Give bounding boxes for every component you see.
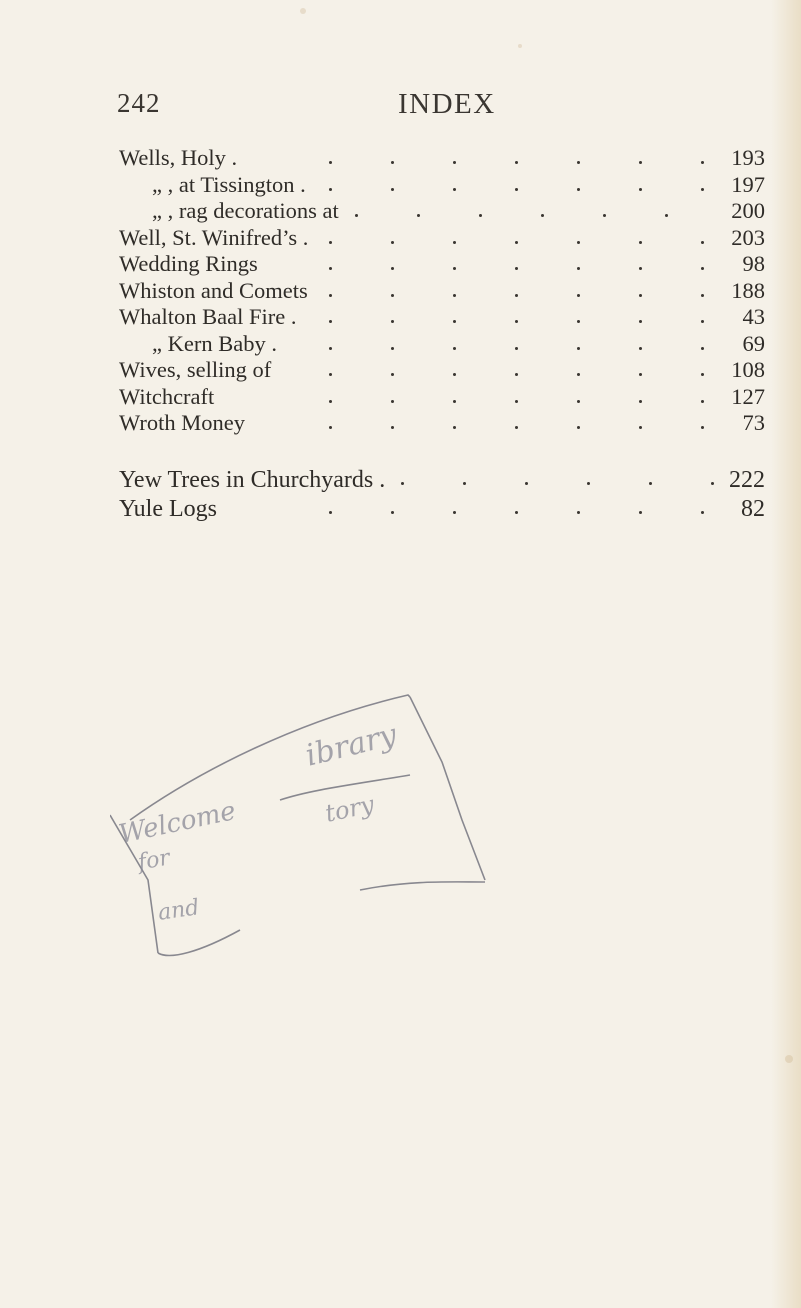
index-page-number: 193 <box>731 145 765 170</box>
leader-dot <box>391 373 394 376</box>
leader-dot <box>577 320 580 323</box>
leader-dot <box>639 241 642 244</box>
stamp-fragment: Welcome <box>116 796 239 850</box>
leader-dot <box>453 241 456 244</box>
leader-dot <box>329 400 332 403</box>
index-entry <box>119 410 765 437</box>
index-entry <box>119 251 765 278</box>
leader-dot <box>577 347 580 350</box>
index-page-number: 43 <box>742 304 765 329</box>
leader-dot <box>453 294 456 297</box>
leader-dot <box>515 267 518 270</box>
index-entry <box>119 384 765 411</box>
stamp-fragment: for <box>136 845 172 876</box>
index-term: „ , at Tissington . <box>152 171 306 197</box>
leader-dot <box>639 373 642 376</box>
index-term: Wroth Money <box>119 410 245 435</box>
leader-dot <box>649 482 652 485</box>
index-entry <box>119 278 765 305</box>
foxing-spot <box>518 44 522 48</box>
leader-dot <box>329 426 332 429</box>
leader-dot <box>587 482 590 485</box>
leader-dot <box>701 267 704 270</box>
leader-dot <box>479 214 482 217</box>
leader-dot <box>639 426 642 429</box>
leader-dot <box>453 320 456 323</box>
leader-dot <box>329 241 332 244</box>
index-entry <box>119 172 765 199</box>
leader-dot <box>701 426 704 429</box>
index-entry <box>119 331 765 358</box>
library-stamp <box>110 690 510 1010</box>
page-edge-shading <box>771 0 801 1308</box>
leader-dot <box>329 188 332 191</box>
index-term: Wedding Rings <box>119 251 258 276</box>
leader-dot <box>453 188 456 191</box>
index-term: Well, St. Winifred’s . <box>119 224 309 250</box>
index-term: Yule Logs <box>119 495 217 522</box>
leader-dot <box>603 214 606 217</box>
leader-dot <box>515 188 518 191</box>
index-page-number: 73 <box>742 410 765 435</box>
leader-dot <box>639 188 642 191</box>
leader-dot <box>525 482 528 485</box>
leader-dot <box>329 294 332 297</box>
leader-dot <box>515 320 518 323</box>
leader-dot <box>391 347 394 350</box>
leader-dot <box>515 511 518 514</box>
leader-dot <box>453 161 456 164</box>
leader-dot <box>453 426 456 429</box>
index-page-number: 188 <box>731 277 765 303</box>
index-page-number: 82 <box>741 495 765 522</box>
leader-dot <box>515 373 518 376</box>
leader-dot <box>701 188 704 191</box>
index-term: Witchcraft <box>119 383 215 409</box>
index-entry <box>119 304 765 331</box>
leader-dot <box>639 161 642 164</box>
leader-dot <box>453 373 456 376</box>
leader-dot <box>665 214 668 217</box>
leader-dot <box>577 241 580 244</box>
leader-dot <box>639 511 642 514</box>
index-term: „ Kern Baby . <box>152 330 277 356</box>
leader-dot <box>417 214 420 217</box>
leader-dot <box>391 511 394 514</box>
running-head: INDEX <box>398 88 496 120</box>
index-entry <box>119 495 765 524</box>
leader-dot <box>639 347 642 350</box>
leader-dot <box>577 161 580 164</box>
leader-dot <box>329 267 332 270</box>
leader-dot <box>639 320 642 323</box>
index-page-number: 108 <box>731 357 765 382</box>
index-term: Yew Trees in Churchyards . <box>119 466 386 493</box>
leader-dot <box>329 373 332 376</box>
leader-dot <box>453 347 456 350</box>
leader-dot <box>577 511 580 514</box>
leader-dot <box>329 347 332 350</box>
leader-dot <box>391 267 394 270</box>
leader-dot <box>701 161 704 164</box>
page-number: 242 <box>117 88 161 118</box>
leader-dot <box>391 320 394 323</box>
leader-dot <box>701 511 704 514</box>
index-page-number: 222 <box>729 466 765 493</box>
leader-dot <box>577 267 580 270</box>
index-term: „ , rag decorations at <box>152 198 339 223</box>
leader-dot <box>639 400 642 403</box>
index-term: Whalton Baal Fire . <box>119 304 297 329</box>
leader-dot <box>701 294 704 297</box>
leader-dot <box>391 426 394 429</box>
leader-dot <box>391 294 394 297</box>
leader-dot <box>639 294 642 297</box>
index-page-number: 98 <box>742 251 765 276</box>
leader-dot <box>515 294 518 297</box>
index-page-number: 127 <box>731 383 765 409</box>
leader-dot <box>541 214 544 217</box>
leader-dot <box>329 320 332 323</box>
leader-dot <box>577 400 580 403</box>
leader-dot <box>391 161 394 164</box>
page-header <box>0 88 801 128</box>
leader-dot <box>391 188 394 191</box>
index-entry <box>119 466 765 495</box>
foxing-spot <box>300 8 306 14</box>
leader-dot <box>515 241 518 244</box>
stamp-fragment: and <box>156 895 201 926</box>
leader-dot <box>577 294 580 297</box>
index-page-number: 197 <box>731 171 765 197</box>
leader-dot <box>577 373 580 376</box>
leader-dot <box>391 400 394 403</box>
index-page-number: 200 <box>731 198 765 223</box>
index-entries <box>119 145 765 524</box>
leader-dot <box>515 347 518 350</box>
index-term: Wells, Holy . <box>119 145 238 170</box>
leader-dot <box>329 511 332 514</box>
leader-dot <box>355 214 358 217</box>
foxing-spot <box>785 1055 793 1063</box>
leader-dot <box>577 426 580 429</box>
leader-dot <box>463 482 466 485</box>
leader-dot <box>701 373 704 376</box>
leader-dot <box>711 482 714 485</box>
leader-dot <box>701 241 704 244</box>
stamp-fragment: ibrary <box>302 717 401 774</box>
leader-dot <box>515 400 518 403</box>
leader-dot <box>701 320 704 323</box>
index-term: Wives, selling of <box>119 357 272 382</box>
index-term: Whiston and Comets <box>119 277 308 303</box>
leader-dot <box>453 511 456 514</box>
index-entry <box>119 198 765 225</box>
leader-dot <box>401 482 404 485</box>
index-entry <box>119 145 765 172</box>
index-page-number: 203 <box>731 224 765 250</box>
index-page-number: 69 <box>742 330 765 356</box>
leader-dot <box>329 161 332 164</box>
index-entry <box>119 357 765 384</box>
leader-dot <box>515 426 518 429</box>
leader-dot <box>515 161 518 164</box>
leader-dot <box>453 400 456 403</box>
leader-dot <box>639 267 642 270</box>
leader-dot <box>701 347 704 350</box>
index-entry <box>119 225 765 252</box>
leader-dot <box>453 267 456 270</box>
stamp-fragment: tory <box>322 790 377 828</box>
leader-dot <box>577 188 580 191</box>
leader-dot <box>391 241 394 244</box>
leader-dot <box>701 400 704 403</box>
